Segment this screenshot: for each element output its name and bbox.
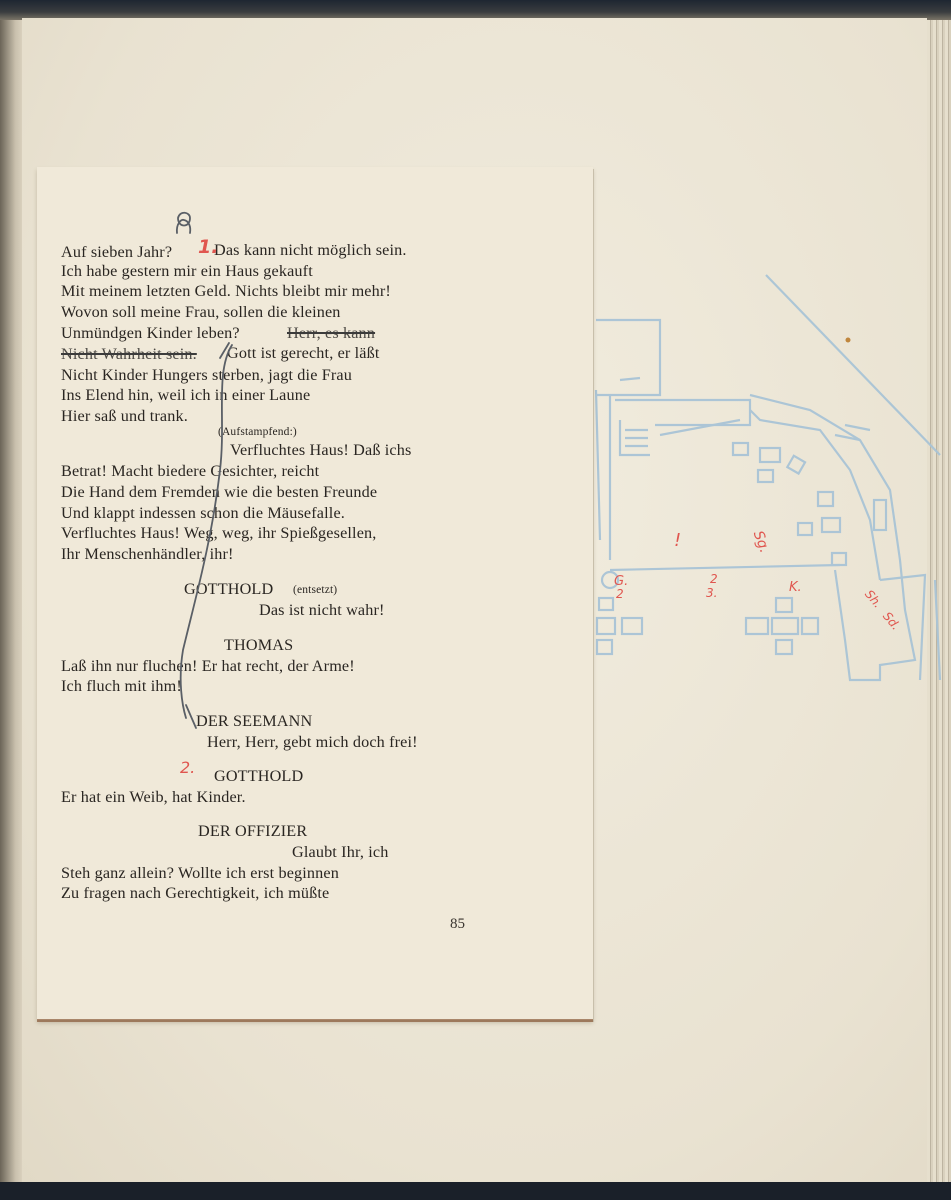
red-mark: Sd.	[880, 609, 904, 633]
text-line: Ich habe gestern mir ein Haus gekauft	[61, 262, 313, 280]
character-name: GOTTHOLD	[214, 767, 304, 785]
stage-direction: (Aufstampfend:)	[218, 426, 297, 438]
red-mark: 3.	[706, 586, 718, 600]
red-mark: !	[674, 530, 682, 551]
text-line: Laß ihn nur fluchen! Er hat recht, der Arme!	[61, 657, 355, 675]
text-line: Steh ganz allein? Wollte ich erst beginnen	[61, 864, 340, 882]
character-name: DER OFFIZIER	[198, 822, 308, 840]
text-line: Herr, Herr, gebt mich doch frei!	[207, 733, 418, 751]
red-mark: Sh.	[862, 587, 886, 611]
text-line: Wovon soll meine Frau, sollen die kleinen	[61, 303, 341, 321]
text-line: Ins Elend hin, weil ich in einer Laune	[61, 386, 311, 404]
character-name: DER SEEMANN	[196, 712, 313, 730]
text-line: Und klappt indessen schon die Mäusefalle.	[61, 504, 345, 522]
text-line: Hier saß und trank.	[61, 407, 188, 425]
red-mark: G.	[614, 574, 629, 589]
page-number: 85	[450, 916, 465, 932]
red-mark: 1.	[198, 236, 219, 258]
stage-direction: (entsetzt)	[293, 584, 338, 596]
character-name: THOMAS	[224, 636, 294, 654]
struck-text: Herr, es kann	[287, 324, 376, 342]
text-line: Nicht Kinder Hungers sterben, jagt die Frau	[61, 366, 353, 384]
red-mark: K.	[789, 580, 802, 595]
text-line: Das ist nicht wahr!	[259, 601, 385, 619]
text-line: Ihr Menschenhändler, ihr!	[61, 545, 234, 563]
text-line: Mit meinem letzten Geld. Nichts bleibt mir mehr!	[61, 282, 391, 300]
text-line: Betrat! Macht biedere Gesichter, reicht	[61, 462, 320, 480]
text-line: Er hat ein Weib, hat Kinder.	[61, 788, 246, 806]
red-mark: 2	[616, 587, 624, 601]
text-line: Verfluchtes Haus! Weg, weg, ihr Spießgesellen,	[61, 524, 377, 542]
text-line: Das kann nicht möglich sein.	[214, 241, 407, 259]
text-line: Ich fluch mit ihm!	[61, 677, 182, 695]
red-mark: 2.	[180, 758, 196, 777]
text-line: Die Hand dem Fremden wie die besten Freunde	[61, 483, 378, 501]
text-line: Auf sieben Jahr?	[61, 243, 173, 261]
struck-text: Nicht Wahrheit sein.	[61, 345, 197, 363]
text-line: Unmündgen Kinder leben?	[61, 324, 240, 342]
text-line: Zu fragen nach Gerechtigkeit, ich müßte	[61, 884, 330, 902]
red-mark: Sg.	[749, 528, 773, 556]
text-line: Verfluchtes Haus! Daß ichs	[230, 441, 412, 459]
text-line: Glaubt Ihr, ich	[292, 843, 389, 861]
text-line: Gott ist gerecht, er läßt	[227, 344, 380, 362]
red-mark: 2	[710, 572, 718, 586]
character-name: GOTTHOLD	[184, 580, 274, 598]
